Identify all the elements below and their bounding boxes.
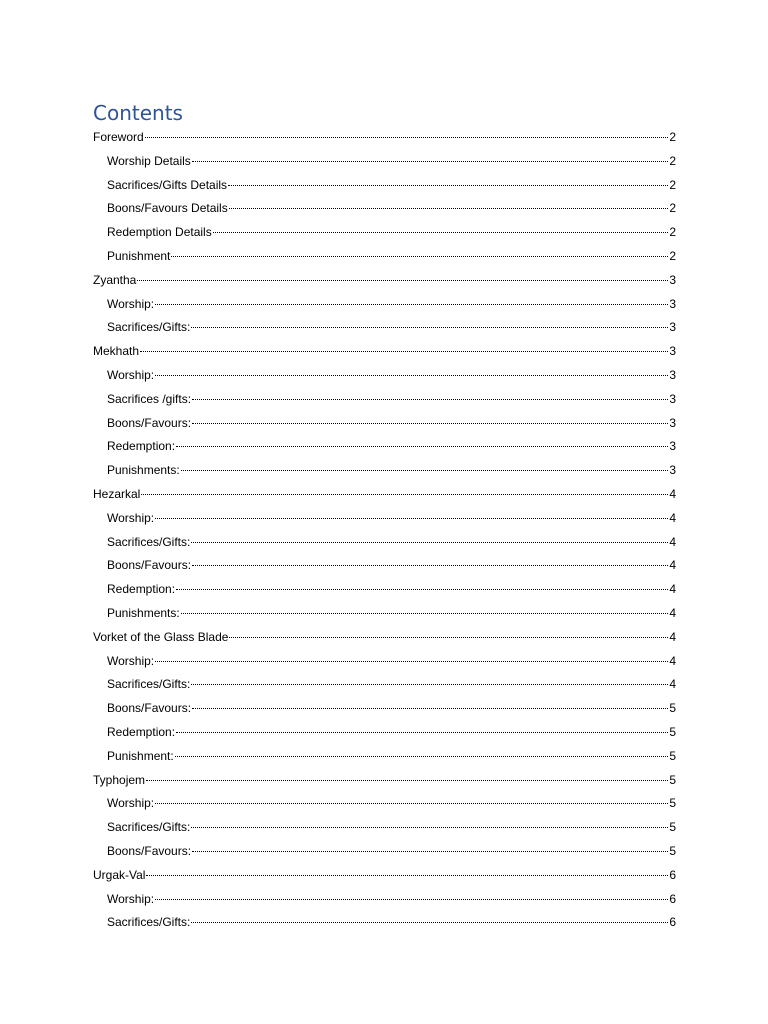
toc-entry[interactable] bbox=[93, 697, 676, 721]
toc-entry-label: Boons/Favours Details bbox=[107, 201, 228, 216]
toc-entry-label: Punishments: bbox=[107, 605, 180, 620]
toc-entry-page-number: 5 bbox=[669, 701, 676, 716]
toc-entry-page-number: 3 bbox=[669, 272, 676, 287]
dot-leader bbox=[137, 279, 668, 281]
toc-entry[interactable] bbox=[93, 888, 676, 912]
dot-leader bbox=[229, 636, 668, 638]
dot-leader bbox=[181, 612, 669, 614]
toc-entry-label: Sacrifices/Gifts: bbox=[107, 534, 191, 549]
toc-entry-page-number: 5 bbox=[669, 748, 676, 763]
toc-entry-page-number: 5 bbox=[669, 820, 676, 835]
toc-entry-page-number: 6 bbox=[669, 891, 676, 906]
toc-entry[interactable] bbox=[93, 911, 676, 935]
dot-leader bbox=[176, 445, 668, 447]
dot-leader bbox=[155, 898, 668, 900]
toc-entry[interactable] bbox=[93, 388, 676, 412]
toc-entry-page-number: 3 bbox=[669, 391, 676, 406]
toc-entry[interactable] bbox=[93, 745, 676, 769]
toc-entry[interactable] bbox=[93, 578, 676, 602]
toc-entry-label: Boons/Favours: bbox=[107, 558, 192, 573]
dot-leader bbox=[192, 564, 668, 566]
dot-leader bbox=[145, 136, 669, 138]
toc-entry[interactable] bbox=[93, 221, 676, 245]
dot-leader bbox=[176, 588, 668, 590]
toc-entry[interactable] bbox=[93, 174, 676, 198]
toc-entry-page-number: 2 bbox=[669, 201, 676, 216]
toc-entry-page-number: 3 bbox=[669, 439, 676, 454]
dot-leader bbox=[146, 779, 668, 781]
toc-entry-page-number: 4 bbox=[669, 558, 676, 573]
toc-entry-label: Redemption Details bbox=[107, 225, 212, 240]
toc-entry-label: Boons/Favours: bbox=[107, 701, 192, 716]
dot-leader bbox=[155, 374, 668, 376]
dot-leader bbox=[191, 683, 668, 685]
dot-leader bbox=[181, 469, 669, 471]
toc-entry[interactable] bbox=[93, 364, 676, 388]
dot-leader bbox=[176, 731, 668, 733]
toc-entry[interactable] bbox=[93, 150, 676, 174]
toc-entry-label: Zyantha bbox=[93, 272, 137, 287]
toc-entry-label: Vorket of the Glass Blade bbox=[93, 629, 229, 644]
dot-leader bbox=[229, 207, 669, 209]
toc-entry-page-number: 3 bbox=[669, 344, 676, 359]
toc-entry-label: Punishment: bbox=[107, 748, 174, 763]
toc-entry[interactable] bbox=[93, 650, 676, 674]
toc-entry-label: Sacrifices /gifts: bbox=[107, 391, 192, 406]
toc-entry[interactable] bbox=[93, 816, 676, 840]
dot-leader bbox=[191, 541, 668, 543]
toc-entry[interactable] bbox=[93, 126, 676, 150]
toc-entry-label: Boons/Favours: bbox=[107, 415, 192, 430]
toc-title: Contents bbox=[93, 101, 183, 125]
toc-entry[interactable] bbox=[93, 507, 676, 531]
toc-entry-page-number: 2 bbox=[669, 225, 676, 240]
toc-entry-page-number: 2 bbox=[669, 177, 676, 192]
toc-entry[interactable] bbox=[93, 483, 676, 507]
toc-entry-page-number: 4 bbox=[669, 605, 676, 620]
toc-entry-page-number: 2 bbox=[669, 248, 676, 263]
toc-entry[interactable] bbox=[93, 792, 676, 816]
toc-entry-label: Redemption: bbox=[107, 724, 176, 739]
toc-entry-page-number: 5 bbox=[669, 772, 676, 787]
toc-entry[interactable] bbox=[93, 840, 676, 864]
toc-entry-label: Urgak-Val bbox=[93, 867, 146, 882]
dot-leader bbox=[155, 303, 668, 305]
toc-entry-label: Sacrifices/Gifts: bbox=[107, 677, 191, 692]
toc-entry[interactable] bbox=[93, 673, 676, 697]
toc-entry-label: Mekhath bbox=[93, 344, 140, 359]
toc-entry-page-number: 6 bbox=[669, 867, 676, 882]
toc-entry-page-number: 3 bbox=[669, 296, 676, 311]
toc-entry-label: Redemption: bbox=[107, 439, 176, 454]
toc-entry-label: Worship: bbox=[107, 796, 155, 811]
dot-leader bbox=[192, 422, 668, 424]
toc-entry-page-number: 2 bbox=[669, 130, 676, 144]
toc-entry-label: Sacrifices/Gifts: bbox=[107, 320, 191, 335]
toc-entry-label: Sacrifices/Gifts: bbox=[107, 820, 191, 835]
toc-entry[interactable] bbox=[93, 269, 676, 293]
toc-entry[interactable] bbox=[93, 864, 676, 888]
toc-entry-label: Punishment bbox=[107, 248, 171, 263]
toc-entry[interactable] bbox=[93, 340, 676, 364]
dot-leader bbox=[171, 255, 668, 257]
toc-entry[interactable] bbox=[93, 459, 676, 483]
toc-entry-page-number: 3 bbox=[669, 463, 676, 478]
toc-entry-label: Worship Details bbox=[107, 153, 191, 168]
toc-entry-page-number: 5 bbox=[669, 724, 676, 739]
toc-list bbox=[93, 126, 676, 935]
document-page bbox=[93, 100, 676, 935]
dot-leader bbox=[141, 493, 668, 495]
toc-entry[interactable] bbox=[93, 293, 676, 317]
toc-entry[interactable] bbox=[93, 316, 676, 340]
toc-entry[interactable] bbox=[93, 602, 676, 626]
toc-entry-label: Worship: bbox=[107, 653, 155, 668]
toc-entry-page-number: 4 bbox=[669, 510, 676, 525]
toc-entry-page-number: 4 bbox=[669, 653, 676, 668]
toc-entry-label: Worship: bbox=[107, 891, 155, 906]
toc-entry-page-number: 3 bbox=[669, 415, 676, 430]
dot-leader bbox=[191, 826, 668, 828]
toc-entry-label: Sacrifices/Gifts: bbox=[107, 915, 191, 930]
dot-leader bbox=[155, 802, 668, 804]
toc-entry-label: Redemption: bbox=[107, 582, 176, 597]
dot-leader bbox=[228, 184, 668, 186]
dot-leader bbox=[192, 160, 669, 162]
toc-entry[interactable] bbox=[93, 435, 676, 459]
toc-entry[interactable] bbox=[93, 769, 676, 793]
toc-entry-page-number: 4 bbox=[669, 486, 676, 501]
dot-leader bbox=[213, 231, 669, 233]
toc-entry[interactable] bbox=[93, 721, 676, 745]
toc-entry-label: Foreword bbox=[93, 130, 144, 144]
toc-entry-page-number: 2 bbox=[669, 153, 676, 168]
toc-entry-label: Sacrifices/Gifts Details bbox=[107, 177, 228, 192]
toc-entry[interactable] bbox=[93, 197, 676, 221]
dot-leader bbox=[155, 517, 668, 519]
dot-leader bbox=[140, 350, 668, 352]
dot-leader bbox=[192, 707, 668, 709]
dot-leader bbox=[146, 874, 668, 876]
dot-leader bbox=[191, 921, 668, 923]
dot-leader bbox=[192, 398, 668, 400]
toc-entry-label: Punishments: bbox=[107, 463, 180, 478]
toc-entry-label: Worship: bbox=[107, 510, 155, 525]
toc-entry[interactable] bbox=[93, 554, 676, 578]
toc-entry-page-number: 4 bbox=[669, 534, 676, 549]
toc-entry-label: Boons/Favours: bbox=[107, 843, 192, 858]
toc-entry-label: Worship: bbox=[107, 296, 155, 311]
toc-entry-page-number: 4 bbox=[669, 677, 676, 692]
toc-entry[interactable] bbox=[93, 626, 676, 650]
toc-entry[interactable] bbox=[93, 412, 676, 436]
toc-entry-page-number: 4 bbox=[669, 582, 676, 597]
toc-entry-page-number: 5 bbox=[669, 843, 676, 858]
toc-entry-label: Hezarkal bbox=[93, 486, 141, 501]
dot-leader bbox=[191, 326, 668, 328]
dot-leader bbox=[192, 850, 668, 852]
dot-leader bbox=[155, 660, 668, 662]
toc-entry-page-number: 3 bbox=[669, 320, 676, 335]
toc-entry[interactable] bbox=[93, 531, 676, 555]
toc-entry-label: Worship: bbox=[107, 367, 155, 382]
toc-entry-page-number: 3 bbox=[669, 367, 676, 382]
toc-entry[interactable] bbox=[93, 245, 676, 269]
toc-entry-label: Typhojem bbox=[93, 772, 146, 787]
dot-leader bbox=[175, 755, 669, 757]
toc-entry-page-number: 4 bbox=[669, 629, 676, 644]
toc-entry-page-number: 5 bbox=[669, 796, 676, 811]
toc-entry-page-number: 6 bbox=[669, 915, 676, 930]
